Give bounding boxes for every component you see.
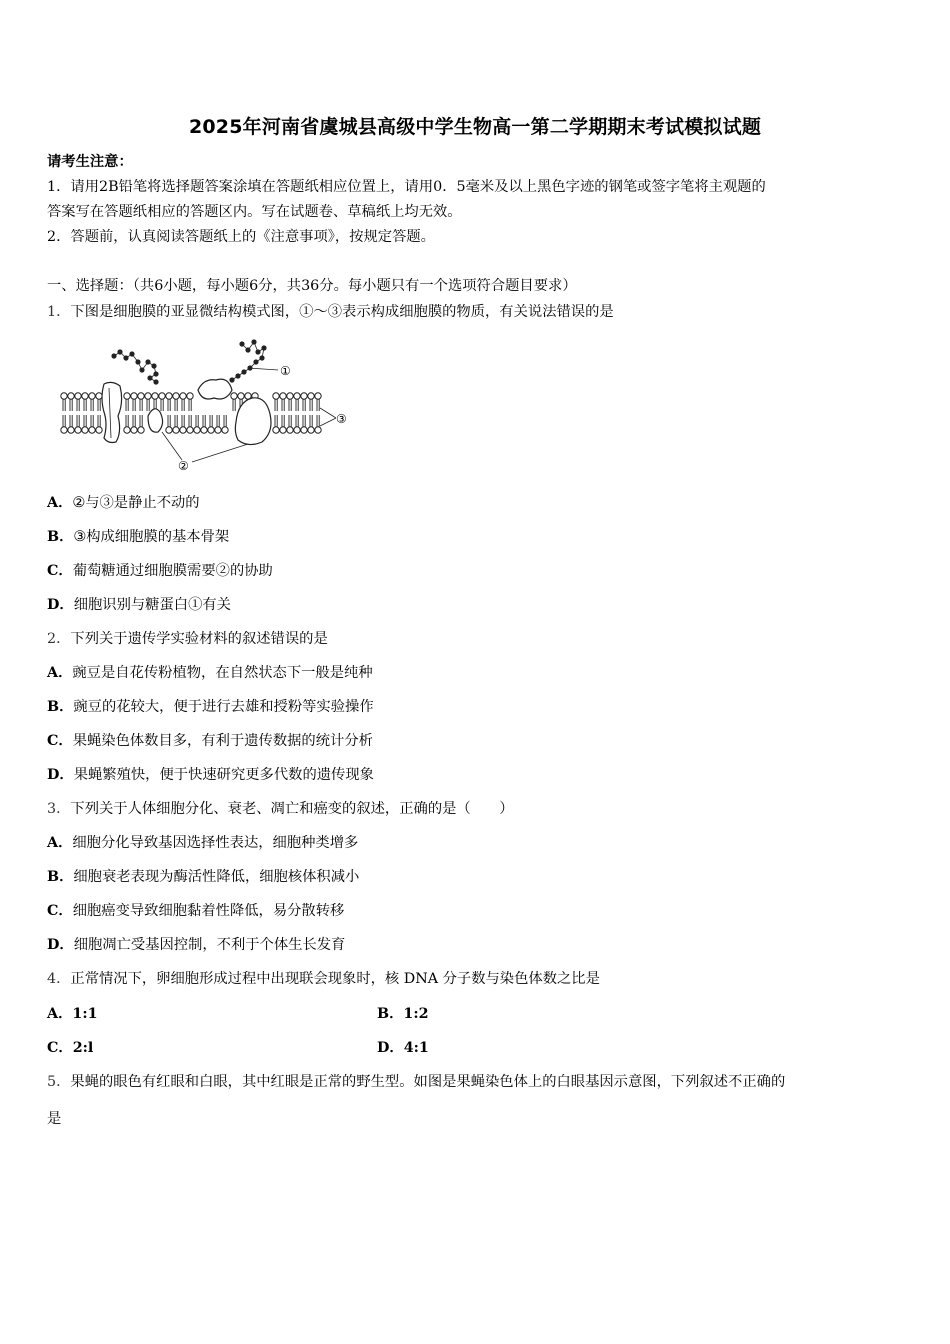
q3-option-d: D．细胞凋亡受基因控制，不利于个体生长发育 <box>47 937 346 953</box>
label-3: ③ <box>336 412 347 426</box>
question-3-stem <box>47 799 514 819</box>
q1-option-d: D．细胞识别与糖蛋白①有关 <box>47 597 231 613</box>
notice-item-1-line-2: 答案写在答题纸相应的答题区内。写在试题卷、草稿纸上均无效。 <box>47 204 462 220</box>
channel-protein-large <box>235 398 271 445</box>
peripheral-protein <box>198 379 232 399</box>
question-number: 4． <box>47 971 71 987</box>
section-heading: 一、选择题：（共6小题，每小题6分，共36分。每小题只有一个选项符合题目要求） <box>47 278 577 294</box>
question-text: 下图是细胞膜的亚显微结构模式图，①～③表示构成细胞膜的物质，有关说法错误的是 <box>70 304 614 320</box>
q4-option-b: B．1:2 <box>377 1006 429 1022</box>
question-1-stem <box>47 302 614 322</box>
q3-option-b: B．细胞衰老表现为酶活性降低，细胞核体积减小 <box>47 869 360 885</box>
question-number: 3． <box>47 801 71 817</box>
q1-option-b: B．③构成细胞膜的基本骨架 <box>47 529 230 545</box>
question-2-stem <box>47 629 328 649</box>
question-text: 下列关于遗传学实验材料的叙述错误的是 <box>70 631 328 647</box>
q3-option-c: C．细胞癌变导致细胞黏着性降低，易分散转移 <box>47 903 345 919</box>
glycocalyx-chains <box>111 339 266 384</box>
question-5-stem-line-2: 是 <box>47 1111 62 1127</box>
q4-option-a: A．1:1 <box>47 1006 98 1022</box>
embedded-protein-small <box>148 409 163 432</box>
bilayer-bottom-leaflet <box>61 415 321 433</box>
notice-item-2: 2．答题前，认真阅读答题纸上的《注意事项》，按规定答题。 <box>47 229 435 245</box>
question-number: 1． <box>47 304 71 320</box>
question-number: 5． <box>47 1074 71 1090</box>
q2-option-c: C．果蝇染色体数目多，有利于遗传数据的统计分析 <box>47 733 373 749</box>
label-1: ① <box>280 364 291 378</box>
question-text: 正常情况下，卵细胞形成过程中出现联会现象时，核 DNA 分子数与染色体数之比是 <box>70 971 600 987</box>
q4-option-d: D．4:1 <box>377 1040 429 1056</box>
q1-option-c: C．葡萄糖通过细胞膜需要②的协助 <box>47 563 273 579</box>
question-text: 果蝇的眼色有红眼和白眼，其中红眼是正常的野生型。如图是果蝇染色体上的白眼基因示意图，下列叙述不正确的 <box>70 1074 786 1090</box>
transmembrane-protein-left <box>102 382 122 442</box>
question-number: 2． <box>47 631 71 647</box>
question-4-stem <box>47 969 600 989</box>
q1-option-a: A．②与③是静止不动的 <box>47 495 200 511</box>
q3-option-a: A．细胞分化导致基因选择性表达，细胞种类增多 <box>47 835 359 851</box>
notice-heading: 请考生注意： <box>47 154 133 170</box>
q2-option-d: D．果蝇繁殖快，便于快速研究更多代数的遗传现象 <box>47 767 374 783</box>
question-5-stem-line-1 <box>47 1072 785 1092</box>
label-2: ② <box>178 459 189 473</box>
q2-option-a: A．豌豆是自花传粉植物，在自然状态下一般是纯种 <box>47 665 373 681</box>
q4-option-c: C．2:l <box>47 1040 94 1056</box>
question-text: 下列关于人体细胞分化、衰老、凋亡和癌变的叙述，正确的是（ ） <box>70 801 514 817</box>
bilayer-top-leaflet <box>61 393 321 411</box>
exam-title: 2025年河南省虞城县高级中学生物高一第二学期期末考试模拟试题 <box>188 116 762 138</box>
notice-item-1-line-1: 1．请用2B铅笔将选择题答案涂填在答题纸相应位置上，请用0．5毫米及以上黑色字迹的钢笔或签字笔将主观题的 <box>47 179 766 195</box>
cell-membrane-diagram <box>52 332 352 477</box>
q2-option-b: B．豌豆的花较大，便于进行去雄和授粉等实验操作 <box>47 699 374 715</box>
